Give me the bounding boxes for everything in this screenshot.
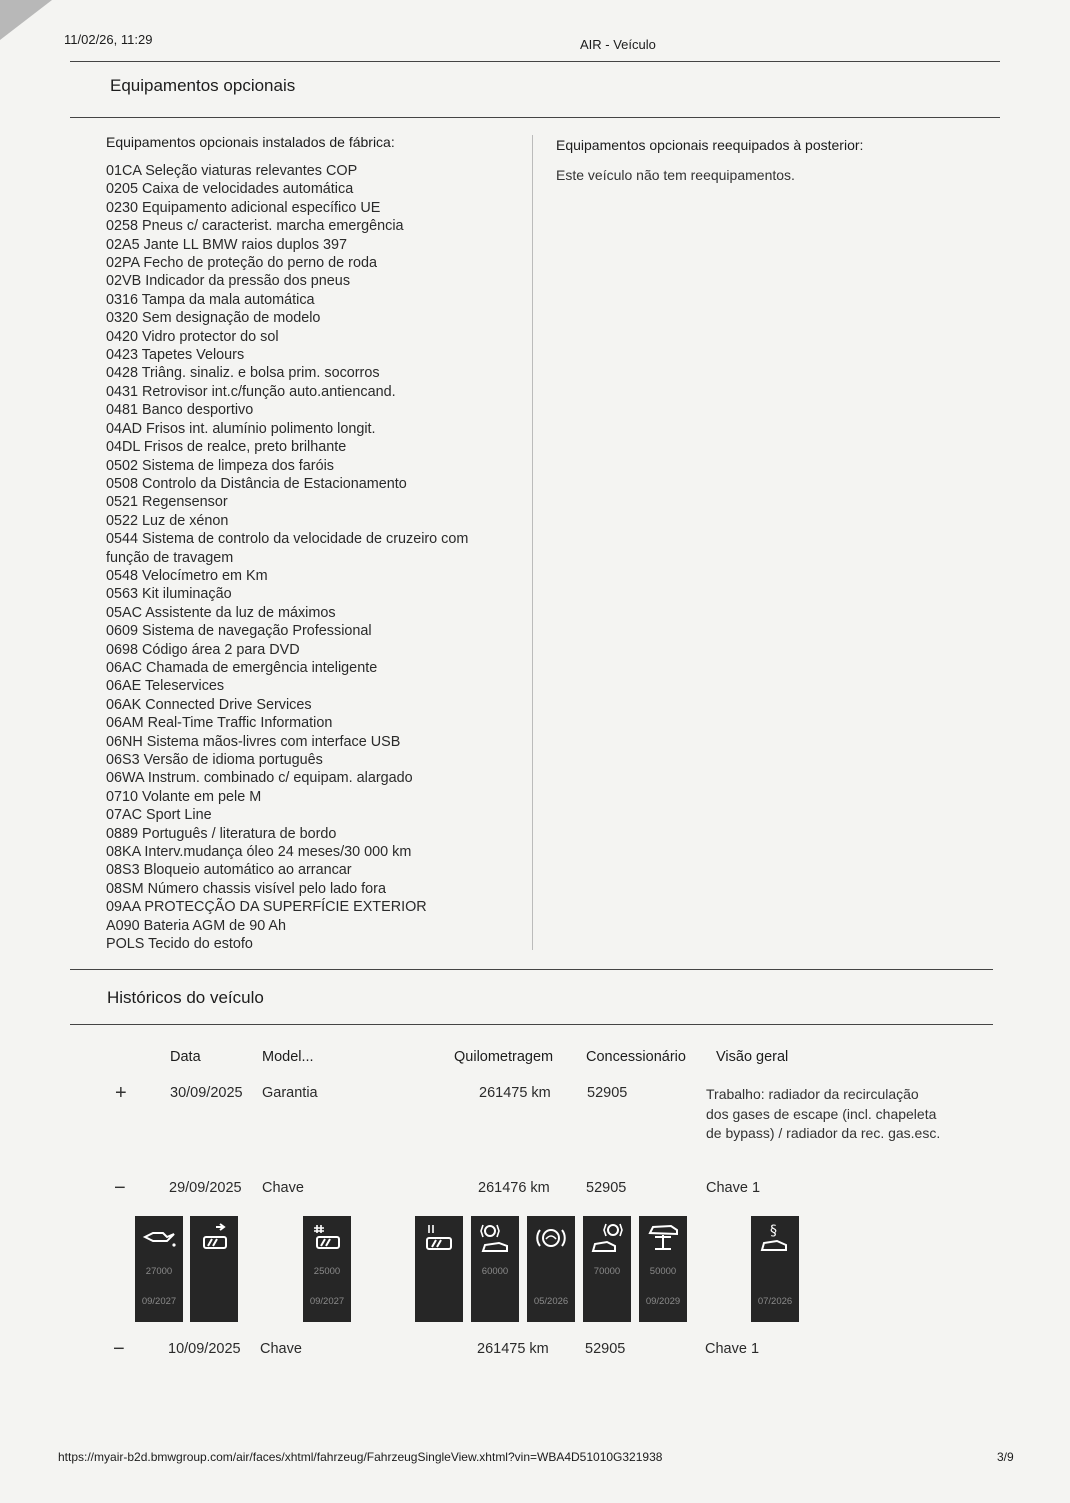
list-item: 04AD Frisos int. alumínio polimento longit. — [106, 420, 376, 437]
section-rule — [70, 1024, 993, 1025]
collapse-row-button[interactable]: − — [114, 1177, 126, 1199]
brake-fluid-icon — [533, 1221, 569, 1257]
column-divider — [532, 135, 533, 950]
header-rule — [70, 61, 1000, 62]
list-item: 05AC Assistente da luz de máximos — [106, 604, 336, 621]
column-header-dealer[interactable]: Concessionário — [586, 1049, 686, 1065]
list-item: 08KA Interv.mudança óleo 24 meses/30 000 km — [106, 844, 412, 861]
column-header-date[interactable]: Data — [170, 1049, 201, 1065]
service-due-km: 25000 — [313, 1266, 341, 1277]
list-item: 06WA Instrum. combinado c/ equipam. alargado — [106, 770, 413, 787]
service-tile-inspection — [583, 1216, 631, 1322]
history-mileage: 261476 km — [478, 1180, 550, 1196]
history-model: Chave — [262, 1180, 304, 1196]
brake-pads-rear-icon — [309, 1221, 345, 1257]
section-title-vehicle-history: Históricos do veículo — [107, 988, 264, 1007]
list-item: 0609 Sistema de navegação Professional — [106, 623, 372, 640]
section-rule — [70, 969, 993, 970]
list-item: 02PA Fecho de proteção do perno de roda — [106, 255, 377, 272]
history-mileage: 261475 km — [479, 1085, 551, 1101]
service-tile-brake-fluid — [527, 1216, 575, 1322]
list-item: 0508 Controlo da Distância de Estacionamento — [106, 475, 407, 492]
factory-equipment-heading: Equipamentos opcionais instalados de fábrica: — [106, 134, 395, 150]
list-item: 0428 Triâng. sinaliz. e bolsa prim. socorros — [106, 365, 380, 382]
list-item: 0889 Português / literatura de bordo — [106, 825, 337, 842]
service-due-date: 05/2026 — [533, 1296, 569, 1307]
retrofit-equipment-heading: Equipamentos opcionais reequipados à posterior: — [556, 137, 864, 153]
list-item: 0521 Regensensor — [106, 494, 228, 511]
vehicle-lift-icon — [645, 1221, 681, 1257]
list-item: 09AA PROTECÇÃO DA SUPERFÍCIE EXTERIOR — [106, 899, 427, 916]
history-overview: Chave 1 — [705, 1341, 760, 1357]
list-item: 0423 Tapetes Velours — [106, 347, 245, 364]
list-item: 0544 Sistema de controlo da velocidade de cruzeiro com função de travagem — [106, 531, 469, 566]
list-item: 08SM Número chassis visível pelo lado fora — [106, 880, 386, 897]
list-item: 0258 Pneus c/ caracterist. marcha emergência — [106, 218, 404, 235]
svg-text:§: § — [770, 1223, 777, 1239]
history-dealer: 52905 — [586, 1180, 627, 1196]
column-header-model[interactable]: Model... — [262, 1049, 314, 1065]
list-item: A090 Bateria AGM de 90 Ah — [106, 917, 287, 934]
service-tile-battery — [415, 1216, 463, 1322]
section-rule — [70, 117, 1000, 118]
history-dealer: 52905 — [585, 1341, 626, 1357]
retrofit-equipment-text: Este veículo não tem reequipamentos. — [556, 167, 795, 183]
section-title-optional-equipment: Equipamentos opcionais — [110, 76, 296, 95]
service-due-km: 50000 — [649, 1266, 677, 1277]
page-number: 3/9 — [997, 1450, 1014, 1464]
list-item: 04DL Frisos de realce, preto brilhante — [106, 439, 347, 456]
column-header-overview[interactable]: Visão geral — [716, 1049, 789, 1065]
service-tile-vehicle-lift — [639, 1216, 687, 1322]
list-item: 0230 Equipamento adicional específico UE — [106, 199, 381, 216]
list-item: 0502 Sistema de limpeza dos faróis — [106, 457, 334, 474]
page-corner — [0, 0, 52, 40]
history-mileage: 261475 km — [477, 1341, 549, 1357]
service-tile-vehicle-check — [471, 1216, 519, 1322]
vehicle-check-icon — [477, 1221, 513, 1257]
list-item: 0420 Vidro protector do sol — [106, 328, 279, 345]
history-date: 29/09/2025 — [169, 1180, 242, 1196]
footer-url: https://myair-b2d.bmwgroup.com/air/faces/xhtml/fahrzeug/FahrzeugSingleView.xhtml?vin=WBA4D51010G321938 — [58, 1450, 663, 1464]
print-timestamp: 11/02/26, 11:29 — [64, 32, 153, 47]
service-tile-oil — [135, 1216, 183, 1322]
list-item: 06AM Real-Time Traffic Information — [106, 715, 333, 732]
history-model: Garantia — [262, 1085, 318, 1101]
collapse-row-button[interactable]: − — [113, 1338, 125, 1360]
list-item: 06AK Connected Drive Services — [106, 696, 312, 713]
list-item: 0522 Luz de xénon — [106, 512, 229, 529]
service-due-date: 07/2026 — [757, 1296, 793, 1307]
battery-icon — [421, 1221, 457, 1257]
service-due-date: 09/2027 — [141, 1296, 177, 1307]
brake-pads-front-icon — [196, 1221, 232, 1257]
list-item: 0481 Banco desportivo — [106, 402, 254, 419]
oil-can-icon — [141, 1221, 177, 1257]
service-due-date: 09/2027 — [309, 1296, 345, 1307]
column-header-mileage[interactable]: Quilometragem — [454, 1049, 554, 1065]
list-item: 0563 Kit iluminação — [106, 586, 232, 603]
expand-row-button[interactable]: + — [115, 1082, 127, 1104]
list-item: 07AC Sport Line — [106, 807, 212, 824]
list-item: 02VB Indicador da pressão dos pneus — [106, 273, 351, 290]
list-item: 0698 Código área 2 para DVD — [106, 641, 300, 658]
list-item: 0205 Caixa de velocidades automática — [106, 181, 354, 198]
list-item: 0548 Velocímetro em Km — [106, 567, 268, 584]
history-date: 30/09/2025 — [170, 1085, 243, 1101]
list-item: 06S3 Versão de idioma português — [106, 752, 323, 768]
history-dealer: 52905 — [587, 1085, 628, 1101]
service-due-km: 27000 — [145, 1266, 173, 1277]
list-item: 06NH Sistema mãos-livres com interface USB — [106, 733, 401, 750]
history-overview: Chave 1 — [706, 1180, 761, 1196]
vehicle-inspection-icon — [589, 1221, 625, 1257]
history-model: Chave — [260, 1341, 302, 1357]
service-due-km: 60000 — [481, 1266, 509, 1277]
legal-inspection-icon — [757, 1221, 793, 1257]
list-item: 0710 Volante em pele M — [106, 788, 262, 805]
service-tile-legal-inspection — [751, 1216, 799, 1322]
list-item: 0431 Retrovisor int.c/função auto.antiencand. — [106, 383, 396, 400]
service-due-date: 09/2029 — [645, 1296, 681, 1307]
list-item: 06AC Chamada de emergência inteligente — [106, 659, 378, 676]
list-item: 01CA Seleção viaturas relevantes COP — [106, 163, 358, 179]
list-item: 0316 Tampa da mala automática — [106, 291, 315, 308]
service-due-km: 70000 — [593, 1266, 621, 1277]
list-item: 08S3 Bloqueio automático ao arrancar — [106, 862, 352, 879]
list-item: 06AE Teleservices — [106, 678, 225, 695]
list-item: POLS Tecido do estofo — [106, 936, 253, 953]
factory-equipment-list — [106, 162, 526, 953]
list-item: 0320 Sem designação de modelo — [106, 310, 321, 327]
service-tile-rear-brakes — [303, 1216, 351, 1322]
history-overview: Trabalho: radiador da recirculação dos gases de escape (incl. chapeleta de bypass) / radiador da rec. gas.esc. — [706, 1086, 941, 1141]
list-item: 02A5 Jante LL BMW raios duplos 397 — [106, 236, 348, 253]
service-tile-front-brakes — [190, 1216, 238, 1322]
history-date: 10/09/2025 — [168, 1341, 241, 1357]
document-title: AIR - Veículo — [580, 37, 656, 52]
